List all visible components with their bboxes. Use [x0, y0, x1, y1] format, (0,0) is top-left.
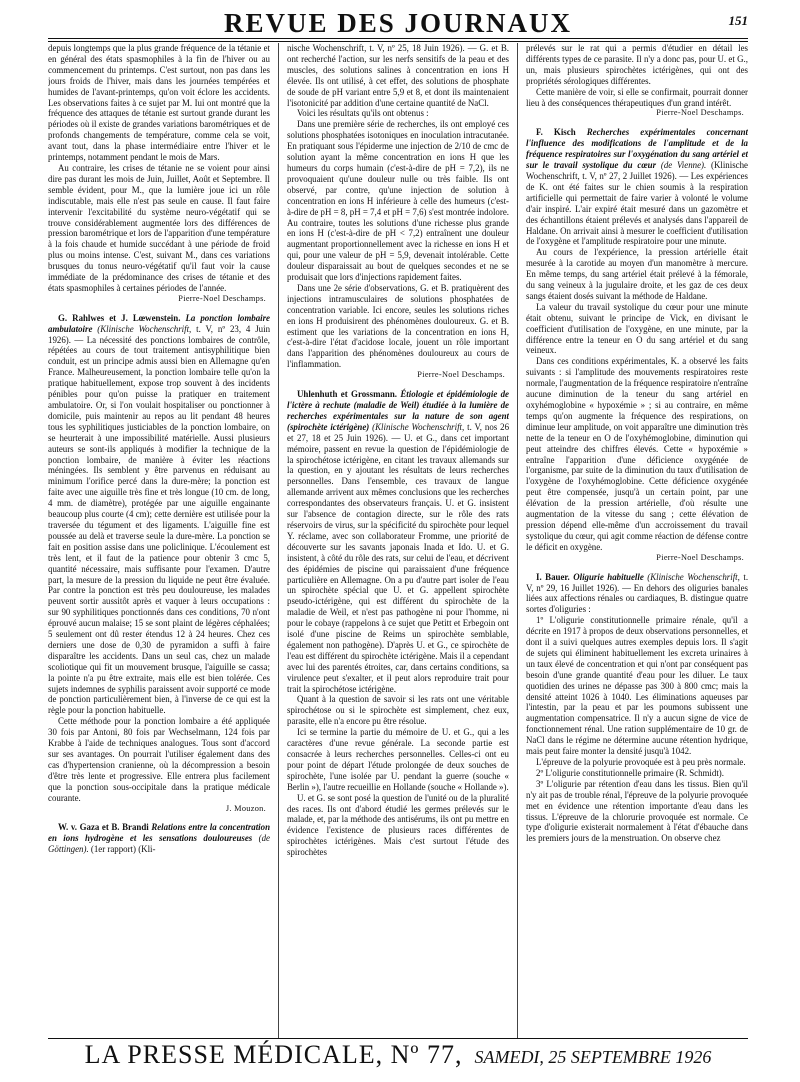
footer-journal-name: LA PRESSE MÉDICALE, Nº 77, [84, 1040, 463, 1069]
page-header [48, 0, 748, 38]
article-title: Recherches expérimentales concernant l'influence des modifications de l'amplitude et de la fréquence respiratoires sur l'oxygénation du sang artériel et sur le travail systolique du cœur [526, 127, 748, 171]
article-title: La ponction lombaire ambulatoire [48, 312, 270, 334]
article-entry [526, 572, 748, 616]
signature: Pierre-Noel Deschamps. [656, 108, 744, 118]
paragraph: U. et G. se sont posé la question de l'unité ou de la pluralité des races. Ils ont d'abord étudié les germes prélevés sur le malade, et, par la méthode des antisérums, ils ont pu mettre en évidence l'existence de plusieurs races différentes de spirochètes ictérigènes. Mais c'est surtout l'étude des spirochètes [287, 792, 509, 858]
paragraph: Quant à la question de savoir si les rats ont une véritable spirochétose ou si le spirochète est simplement, chez eux, parasite, elle n'a encore pu être résolue. [287, 694, 509, 727]
article-body: t. V, nº 29, 16 Juillet 1926). — En dehors des oliguries banales liées aux affections rénales ou cardiaques, B. distingue quatre sortes d'oliguries : [526, 571, 748, 615]
article-entry [287, 389, 509, 694]
article-author: W. v. Gaza et B. Brandi [58, 822, 149, 833]
column-1 [48, 43, 270, 1038]
page-footer [48, 1040, 748, 1072]
article-author: G. Rahlwes et J. Lœwenstein. [58, 312, 181, 323]
article-title: Oligurie habituelle [573, 571, 644, 582]
page-number: 151 [728, 13, 748, 28]
journal-section-title: REVUE DES JOURNAUX [223, 8, 573, 38]
article-body: (1er rapport) (Kli- [90, 844, 156, 855]
paragraph: prélevés sur le rat qui a permis d'étudier en détail les différents types de ce parasite. Il n'y a donc pas, pour U. et G., un, mais plusieurs spirochètes ictérigènes, qui ont des propriétés sérologiques différentes. [526, 43, 748, 86]
article-title: Relations entre la concentration en ions hydrogène et les sensations douloureuses [48, 822, 270, 844]
article-source: (Klinische Wochenschrift, [97, 323, 192, 334]
paragraph: Ici se termine la partie du mémoire de U. et G., qui a les caractères d'une revue générale. La seconde partie est consacrée à leurs recherches personnelles. Celles-ci ont eu pour point de départ l'étude prolongée de deux souches de spirochète, l'une isolée par U. pendant la guerre (souche « Berlin »), l'autre recueillie en Hollande (souche « Hollande »). [287, 727, 509, 792]
signature: Pierre-Noel Deschamps. [178, 293, 266, 303]
article-author: F. Kisch [536, 127, 576, 138]
paragraph: 3º L'oligurie par rétention d'eau dans les tissus. Bien qu'il n'y ait pas de trouble rénal, l'épreuve de la polyurie provoquée met en évidence une rétention importante d'eau dans les tissus. L'épreuve de la chlorurie provoquée est normale. Ce type d'oligurie existerait normalement à l'état d'ébauche dans les premiers jours de la menstruation. On observe chez [526, 778, 748, 844]
article-source: (Klinische Wochenschrift, [647, 571, 740, 582]
footer-date: SAMEDI, 25 SEPTEMBRE 1926 [474, 1047, 712, 1067]
article-author: Uhlenhuth et Grossmann. [297, 389, 397, 400]
paragraph: 1º L'oligurie constitutionnelle primaire rénale, qu'il a décrite en 1917 à propos de deux observations personnelles, et dont il a suivi quelques autres exemples depuis lors. Il s'agit de sujets qui éliminent habituellement les excreta urinaires à un taux élevé de concentration et qui n'ont par conséquent pas besoin d'une grande quantité d'eau pour les diluer. Le taux quotidien des urines ne dépasse pas 300 à 800 cmc; mais la densité atteint 1026 à 1040. Les éliminations aqueuses par l'intestin, par la peau et par les poumons subissent une augmentation compensatrice. Il n'y a aucun signe de vice de fonctionnement rénal. Une ration supplémentaire de 10 gr. de NaCl dans le régime ne détermine aucune rétention hydrique, mais peut faire monter la densité jusqu'à 1042. [526, 615, 748, 757]
paragraph: nische Wochenschrift, t. V, nº 25, 18 Juin 1926). — G. et B. ont recherché l'action, sur les nerfs sensitifs de la peau et des muscles, des solutions salines à concentration en ions H élevée. Ils ont utilisé, à cet effet, des solutions de phosphate de soude de pH variant entre 5,9 et 8, et dont ils maintenaient l'isotonicité par addition d'une certaine quantité de NaCl. [287, 43, 509, 108]
article-source: (Klinische Wochenschrift, [372, 421, 465, 432]
signature: J. Mouzon. [225, 803, 266, 813]
paragraph: Dans une première série de recherches, ils ont employé ces solutions phosphatées isotoniques en inoculation intracutanée. En pratiquant sous l'épiderme une injection de 2/10 de cmc de solution ayant la même concentration en ions H que les humeurs du corps humain (c'est-à-dire de pH = 7,2), ils ne provoquaient qu'une douleur nulle ou très faible. Ils ont observé, par contre, qu'une injection de solution à concentration en ions H inférieure à celle des humeurs (c'est-à-dire de pH = 8, pH = 7,4 et pH = 7,6) s'est montrée indolore. Au contraire, toutes les solutions d'une richesse plus grande en ions H (c'est-à-dire de pH < 7,2) entraînent une douleur augmentant proportionnellement avec la richesse en ions H et qui, pour une valeur de pH = 5,9, devenait intolérable. Cette douleur disparaissait au bout de quelques secondes et ne se produisait que lors d'injections rapidement faites. [287, 119, 509, 283]
article-entry [48, 313, 270, 717]
article-body: t. V, nº 23, 4 Juin 1926). — La nécessité des ponctions lombaires de contrôle, répétées au cours de tout traitement antisyphilitique bien conduit, est un principe admis aussi bien en Allemagne qu'en France. Malheureusement, la ponction lombaire telle qu'on la pratique habituellement, expose trop souvent à des incidents pénibles pour qu'on puisse la pratiquer en traitement ambulatoire. Or, si l'on voulait hospitaliser ou ponctionner à domicile, puis maintenir au repos au lit pendant 48 heures tous les syphilitiques justiciables de la ponction lombaire, on se heurterait à une impossibilité matérielle. Aussi plusieurs auteurs se sont-ils appliqués à modifier la technique de la ponction lombaire, de manière à éviter les réactions méningées. Ils semblent y être parvenus en réduisant au minimum l'orifice percé dans la dure-mère; la ponction est faite avec une aiguille très fine et très longue (10 cm. de long, 4 mm. de diamètre), protégée par une aiguille engainante beaucoup plus courte (4 cm); cette dernière est utilisée pour la traversée du tégument et des ligaments. L'aiguille fine est poussée au delà et traverse seule la dure-mère. La ponction se fait en position assise dans une policlinique. L'écoulement est très lent, et il faut de la patience pour obtenir 3 cmc 5, quantité nécessaire, mais suffisante pour l'examen. D'autre part, la mesure de la pression du liquide ne peut être évaluée. Par contre la ponction est très peu douloureuse, les malades peuvent sortir aussitôt après et vaquer à leurs occupations : sur 90 syphilitiques ponctionnés dans ces conditions, 70 n'ont éprouvé aucun malaise; 15 se sont plaint de légères céphalées; 5 seulement ont dû rester étendus 12 à 24 heures. Chez ces derniers une dose de 0,30 de pyramidon a suffi à faire disparaître les accidents. Dans un seul cas, chez un malade scoliotique qui fit un mouvement brusque, l'aiguille se cassa; la pointe n'a pu être extraite, mais elle est bien tolérée. Ces sujets indemnes de syphilis paraissent avoir supporté ce mode de ponction particulièrement bien, à l'inverse de ce qui est la règle pour la ponction habituelle. [48, 323, 270, 716]
paragraph: Dans ces conditions expérimentales, K. a observé les faits suivants : si l'amplitude des mouvements respiratoires reste normale, l'augmentation de la fréquence respiratoire n'entraîne aucune diminution de la teneur du sang artériel en oxyhémoglobine « hypoxémie » ; si au contraire, en même temps qu'on augmente la fréquence des respirations, on diminue leur amplitude, on voit apparaître une diminution très nette de la teneur en O de l'oxyhémoglobine, diminution qui peut atteindre des chiffres élevés. Cette « hypoxémie » entraîne l'apparition d'une déficience oxygénée de l'organisme, par suite de la diminution du taux d'utilisation de l'oxygène de l'oxyhémoglobine. Cette déficience oxygénée peut être compensée, jusqu'à un certain point, par une élévation de la pression artérielle, d'où résulte une augmentation de la vitesse du sang ; cette élévation de pression dépend elle-même d'un accroissement du travail systolique du cœur, qui agit comme réaction de défense contre le déficit en oxygène. [526, 356, 748, 552]
article-title: Étiologie et épidémiologie de l'ictère à rechute (maladie de Weil) étudiée à la lumière de recherches expérimentales sur la nature de son agent (spirochète ictérigène) [287, 389, 509, 432]
article-source: (de Göttingen). [48, 833, 270, 855]
article-entry [48, 822, 270, 855]
paragraph: La valeur du travail systolique du cœur pour une minute était obtenu, suivant le principe de Vick, en divisant le coefficient d'utilisation de l'oxygène, en une minute, par la différence entre la teneur en O du sang artériel et du sang veineux. [526, 301, 748, 356]
article-source: (de Vienne). [660, 160, 707, 171]
paragraph: 2º L'oligurie constitutionnelle primaire (R. Schmidt). [536, 767, 724, 778]
paragraph: Au cours de l'expérience, la pression artérielle était mesurée à la carotide au moyen d'un manomètre à mercure. En même temps, du sang artériel était prélevé à la fémorale, du sang veineux à la jugulaire droite, et les gaz de ces deux sangs étaient dosés suivant la méthode de Haldane. [526, 247, 748, 301]
column-2 [287, 43, 509, 1038]
article-body: (Klinische Wochenschrift, t. V, nº 27, 2 Juillet 1926). — Les expériences de K. ont été faites sur le chien soumis à la respiration artificielle qui permettait de faire varier à volonté le volume d'air inspiré. L'air expiré était mesuré dans un gazomètre et des échantillons étaient prélevés et analysés dans l'appareil de Haldane. On arrivait ainsi à mesurer le coefficient d'utilisation de l'oxygène et l'amplitude respiratoire pour une minute. [526, 160, 748, 247]
paragraph: Cette méthode pour la ponction lombaire a été appliquée 30 fois par Antoni, 80 fois par Wechselmann, 124 fois par Krabbe à l'aide de techniques analogues. Tous sont d'accord sur ses avantages. On pourrait l'utiliser également dans des cas d'hypertension cranienne, où la décompression a besoin d'être très lente et progressive. Elle entrera plus facilement que la ponction sous-occipitale dans la pratique médicale courante. [48, 716, 270, 803]
footer-rule [48, 1038, 748, 1039]
paragraph: Dans une 2e série d'observations, G. et B. pratiquèrent des injections intramusculaires de solutions phosphatées de concentration variable. Ici encore, seules les solutions riches en ions H produisirent des phénomènes douloureux. G. et B. estiment que les variations de la concentration en ions H, c'est-à-dire l'état d'acidose locale, jouent un rôle important dans l'apparition des phénomènes douloureux au cours de l'inflammation. [287, 282, 509, 370]
column-divider [278, 43, 279, 1038]
signature: Pierre-Noel Deschamps. [656, 552, 744, 562]
paragraph: L'épreuve de la polyurie provoquée est à peu près normale. [536, 757, 746, 767]
article-columns [48, 43, 748, 1038]
paragraph: Cette manière de voir, si elle se confirmait, pourrait donner lieu à des conséquences thérapeutiques d'un grand intérêt. [526, 86, 748, 108]
article-body: t. V, nos 26 et 27, 18 et 25 Juin 1926). — U. et G., dans cet important mémoire, passent en revue la question de l'épidémiologie de la spirochétose ictérigène, en citant les travaux allemands sur la question, en y ajoutant les résultats de leurs recherches personnelles. Dans l'ensemble, ces travaux de langue allemande arrivent aux mêmes conclusions que les recherches correspondantes des observateurs français. U. et G. insistent sur l'absence de contagion directe, sur le rôle des rats réservoirs de virus, sur la spécificité du spirochète pour lequel Y. réclame, avec son collaborateur Fromme, une priorité de découverte sur les savants japonais Inada et Ido. U. et G. insistent, à côté du rôle des rats, sur celui de l'eau, et décrivent des épidémies de piscine qui paraissaient d'une fréquence particulière en Allemagne. On a pu d'autre part isoler de l'eau un spirochète spécial que U. et G. appellent spirochète pseudo-ictérigène, qui est différent du spirochète de la maladie de Weil, et n'est pas pathogène ni pour l'homme, ni pour le cobaye (rappelons à ce sujet que Petitt et Erbegoin ont isolé d'une piscine de Reims un spirochète semblable, également non pathogène). D'après U. et G., ce spirochète de l'eau est différent du spirochète ictérigène. Mais il a cependant avec lui des parentés étroites, car, dans certains conditions, sa virulence peut s'exalter, et il peut alors reproduire trait pour trait la spirochétose ictérigène. [287, 421, 509, 694]
column-3 [526, 43, 748, 1038]
article-entry [526, 127, 748, 247]
header-rule [48, 38, 748, 39]
article-author: I. Bauer. [536, 571, 570, 582]
paragraph: Au contraire, les crises de tétanie ne se voient pour ainsi dire pas durant les mois de Juin, Juillet, Août et Septembre. Il semble évident, pour M., que la lumière joue ici un rôle indiscutable, mais elle n'est pas seule en cause. Il faut faire intervenir l'excitabilité du système neuro-végétatif qui se trouve considérablement augmentée lors des différences de pression barométrique et lors de l'apparition d'une température à la fois chaude et humide succédant à une période de froid plus ou moins intense. C'est, suivant M., dans ces variations brusques du tonus neuro-végétatif qu'il faut voir la cause immédiate de la prédominance des crises de tétanie et des états spasmophiles à certaines périodes de l'année. [48, 162, 270, 293]
column-divider [517, 43, 518, 1038]
paragraph: Voici les résultats qu'ils ont obtenus : [297, 108, 429, 119]
header-rule-thin [48, 41, 748, 42]
signature: Pierre-Noel Deschamps. [417, 370, 505, 380]
paragraph: depuis longtemps que la plus grande fréquence de la tétanie et en général des états spasmophiles à la fin de l'hiver ou au commencement du printemps. C'est surtout, non pas dans les jours froids de l'hiver, mais dans les journées tempérées et humides de l'avant-printemps, qu'on voit éclore les accidents. Les observations faites à ce sujet par M. Iui ont montré que la fréquence des attaques de tétanie est surtout grande durant les périodes où il existe de grandes variations barométriques et de profonds changements de température, comme cela se voit, avant tout, dans la phase intermédiaire entre l'hiver et le printemps, notamment pendant le mois de Mars. [48, 43, 270, 163]
